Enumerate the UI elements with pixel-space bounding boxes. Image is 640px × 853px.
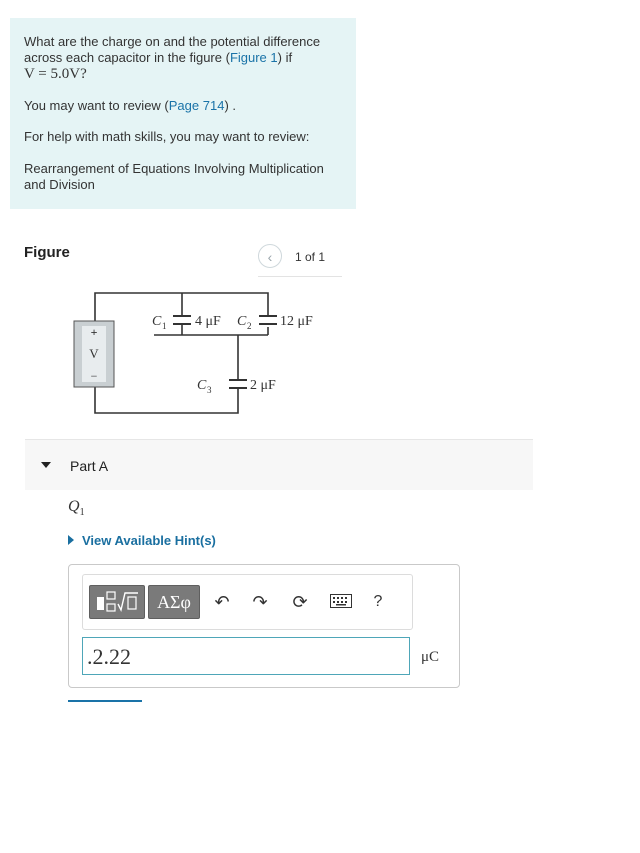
part-a-label: Part A	[70, 458, 109, 474]
keyboard-glyph	[330, 594, 352, 608]
variable-name: Q	[68, 498, 80, 515]
battery-plus: +	[90, 325, 98, 339]
c3-value: 2 μF	[250, 378, 276, 393]
c3-sub: 3	[207, 385, 212, 395]
templates-glyph	[90, 586, 144, 618]
voltage-equation: V = 5.0V?	[24, 66, 87, 82]
figure-nav	[258, 244, 342, 277]
question-variable	[68, 498, 85, 518]
battery-label: V	[89, 346, 99, 361]
c1-sub: 1	[162, 321, 167, 331]
c1-label: C	[152, 314, 162, 329]
figure-link[interactable]: Figure 1	[229, 50, 278, 65]
circuit-wires	[95, 293, 268, 413]
battery-minus: −	[90, 369, 98, 383]
answer-unit: μC	[421, 649, 440, 665]
help-icon[interactable]: ?	[373, 593, 383, 610]
c1-value: 4 μF	[195, 314, 221, 329]
keyboard-icon[interactable]	[330, 591, 352, 613]
question-text	[24, 34, 349, 82]
redo-icon[interactable]: ↷	[252, 592, 268, 612]
c2-value: 12 μF	[280, 314, 313, 329]
figure-title: Figure	[24, 244, 70, 261]
question-text-start: What are the charge on and the potential difference across each capacitor in the figure (	[24, 34, 321, 65]
page-link[interactable]: Page 714	[168, 98, 225, 113]
review-suffix: ) .	[224, 98, 236, 113]
reset-icon[interactable]: ⟳	[292, 592, 308, 612]
question-text-after: ) if	[277, 50, 293, 65]
math-skills-link[interactable]: Rearrangement of Equations Involving Multiplication and Division	[24, 161, 324, 192]
c2-sub: 2	[247, 321, 252, 331]
review-text	[24, 98, 236, 114]
help-text: For help with math skills, you may want to review:	[24, 129, 310, 144]
answer-value[interactable]: .2.22	[87, 644, 131, 669]
answer-box	[68, 564, 460, 688]
variable-subscript: 1	[79, 507, 85, 519]
answer-input[interactable]	[82, 637, 410, 675]
greek-symbols-icon[interactable]: ΑΣφ	[148, 585, 200, 619]
chevron-left-icon[interactable]: ‹	[258, 244, 282, 268]
templates-icon[interactable]	[89, 585, 145, 619]
figure-pager: 1 of 1	[295, 250, 326, 264]
caret-right-icon	[68, 535, 74, 545]
c2-label: C	[237, 314, 247, 329]
intro-panel	[10, 18, 356, 209]
c3-label: C	[197, 378, 207, 393]
math-toolbar	[82, 574, 413, 630]
circuit-diagram	[60, 284, 350, 424]
review-prefix: You may want to review (	[24, 98, 169, 113]
submit-underline	[68, 700, 142, 702]
collapse-triangle-icon[interactable]	[41, 462, 51, 468]
hint-label: View Available Hint(s)	[82, 533, 216, 548]
view-hints-link[interactable]	[68, 533, 216, 548]
part-a-header[interactable]	[25, 439, 533, 490]
undo-icon[interactable]: ↶	[214, 592, 230, 612]
